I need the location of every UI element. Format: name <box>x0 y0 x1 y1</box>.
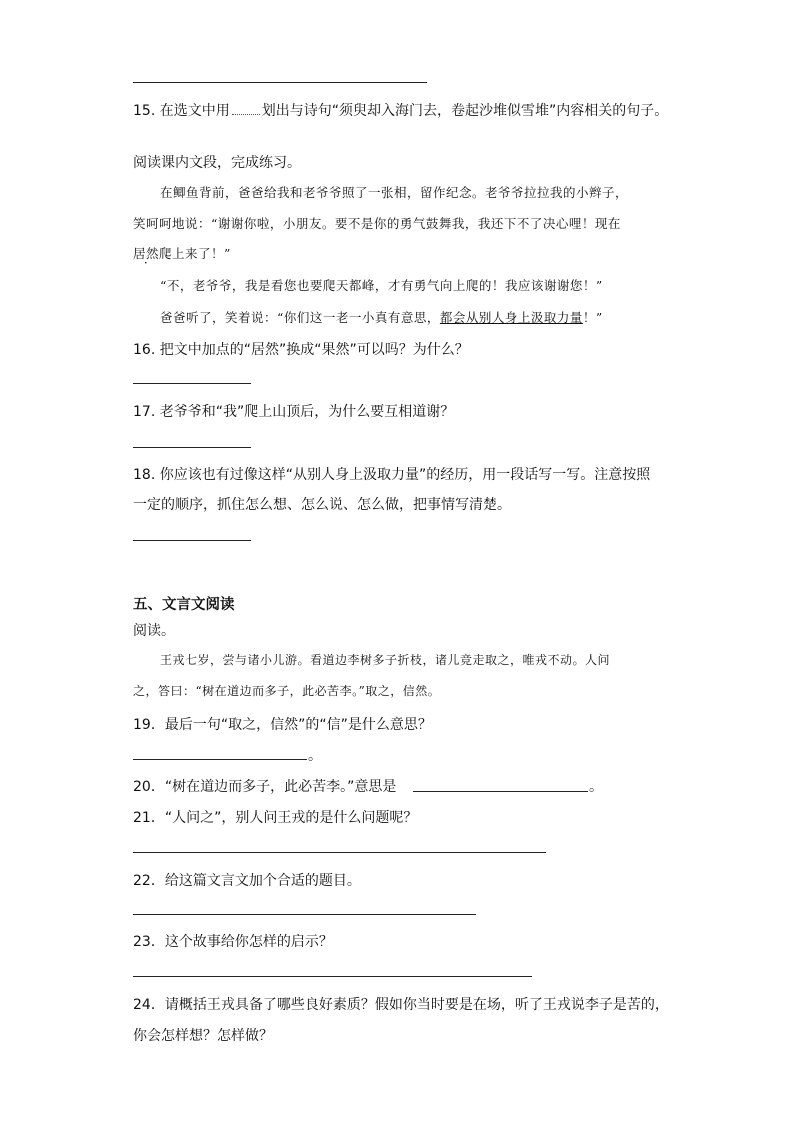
answer-line[interactable] <box>133 976 532 977</box>
question-number: 16. <box>133 342 156 358</box>
underlined-phrase: 都会从别人身上汲取力量 <box>439 310 583 325</box>
question-24-cont: 你会怎样想？怎样做？ <box>133 1028 273 1044</box>
question-text: 老爷爷和“我”爬上山顶后，为什么要互相道谢？ <box>159 404 455 420</box>
question-text: 这个故事给你怎样的启示？ <box>164 934 333 950</box>
question-17 <box>133 401 454 421</box>
question-number: 19． <box>133 717 165 733</box>
answer-line-top[interactable] <box>133 82 427 83</box>
question-number: 22． <box>133 873 165 889</box>
answer-line[interactable] <box>133 383 251 384</box>
question-23 <box>133 931 333 951</box>
question-16 <box>133 339 469 359</box>
question-text: 你应该也有过像这样“从别人身上汲取力量”的经历，用一段话写一写。注意按照 <box>159 467 651 483</box>
passage-line: “不，老爷爷，我是看您也要爬天都峰，才有勇气向上爬的！我应该谢谢您！” <box>160 278 603 293</box>
classical-text-line: 王戎七岁，尝与诸小儿游。看道边李树多子折枝，诸儿竞走取之，唯戎不动。人问 <box>160 653 611 667</box>
passage-line: 笑呵呵地说：“谢谢你啦，小朋友。要不是你的勇气鼓舞我，我还下不了决心哩！现在 <box>133 216 621 231</box>
question-number: 20． <box>133 779 165 795</box>
question-19 <box>133 714 432 734</box>
question-18-cont: 一定的顺序，抓住怎么想、怎么说、怎么做，把事情写清楚。 <box>133 497 511 513</box>
question-text: 给这篇文言文加个合适的题目。 <box>164 873 361 889</box>
classical-text-line: 之，答曰：“树在道边而多子，此必苦李。”取之，信然。 <box>133 684 441 698</box>
period-mark: 。 <box>308 748 322 764</box>
answer-line[interactable] <box>413 791 588 792</box>
question-text: 把文中加点的“居然”换成“果然”可以吗？为什么？ <box>159 342 469 358</box>
passage-text: 爸爸听了，笑着说：“你们这一老一小真有意思， <box>160 310 440 325</box>
question-text: “树在道边而多子，此必苦李。”意思是 <box>164 779 397 795</box>
passage-line: 在鲫鱼背前，爸爸给我和老爷爷照了一张相，留作纪念。老爷爷拉拉我的小辫子， <box>160 185 629 200</box>
dotted-word: 居然 <box>133 246 160 261</box>
answer-line[interactable] <box>133 540 251 541</box>
question-text: “人问之”，别人问王戎的是什么问题呢？ <box>164 810 418 826</box>
passage-text: ！” <box>582 310 603 325</box>
wavy-line-mark <box>232 104 260 115</box>
question-15 <box>133 100 668 120</box>
question-22 <box>133 870 361 890</box>
question-20 <box>133 776 396 796</box>
question-number: 21． <box>133 810 165 826</box>
reading-instruction: 阅读课内文段，完成练习。 <box>133 155 301 171</box>
passage-line <box>133 244 231 262</box>
question-text: 最后一句“取之，信然”的“信”是什么意思？ <box>164 717 432 733</box>
answer-line[interactable] <box>133 852 546 853</box>
question-number: 24． <box>133 997 165 1013</box>
section-heading: 五、文言文阅读 <box>133 597 235 613</box>
question-21 <box>133 807 417 827</box>
question-number: 23． <box>133 934 165 950</box>
answer-line[interactable] <box>133 759 307 760</box>
question-18 <box>133 464 650 484</box>
question-number: 18. <box>133 467 156 483</box>
passage-text: 爬上来了！” <box>159 246 231 261</box>
passage-line <box>160 308 603 326</box>
period-mark: 。 <box>589 779 603 795</box>
question-text-pre: 在选文中用 <box>159 103 230 119</box>
question-text: 请概括王戎具备了哪些良好素质？假如你当时要是在场，听了王戎说李子是苦的， <box>164 997 669 1013</box>
question-number: 17. <box>133 404 156 420</box>
question-24 <box>133 994 669 1014</box>
question-number: 15. <box>133 103 156 119</box>
answer-line[interactable] <box>133 447 251 448</box>
question-text-post: 划出与诗句“须臾却入海门去，卷起沙堆似雪堆”内容相关的句子。 <box>261 103 669 119</box>
answer-line[interactable] <box>133 914 476 915</box>
reading-instruction: 阅读。 <box>133 623 175 639</box>
